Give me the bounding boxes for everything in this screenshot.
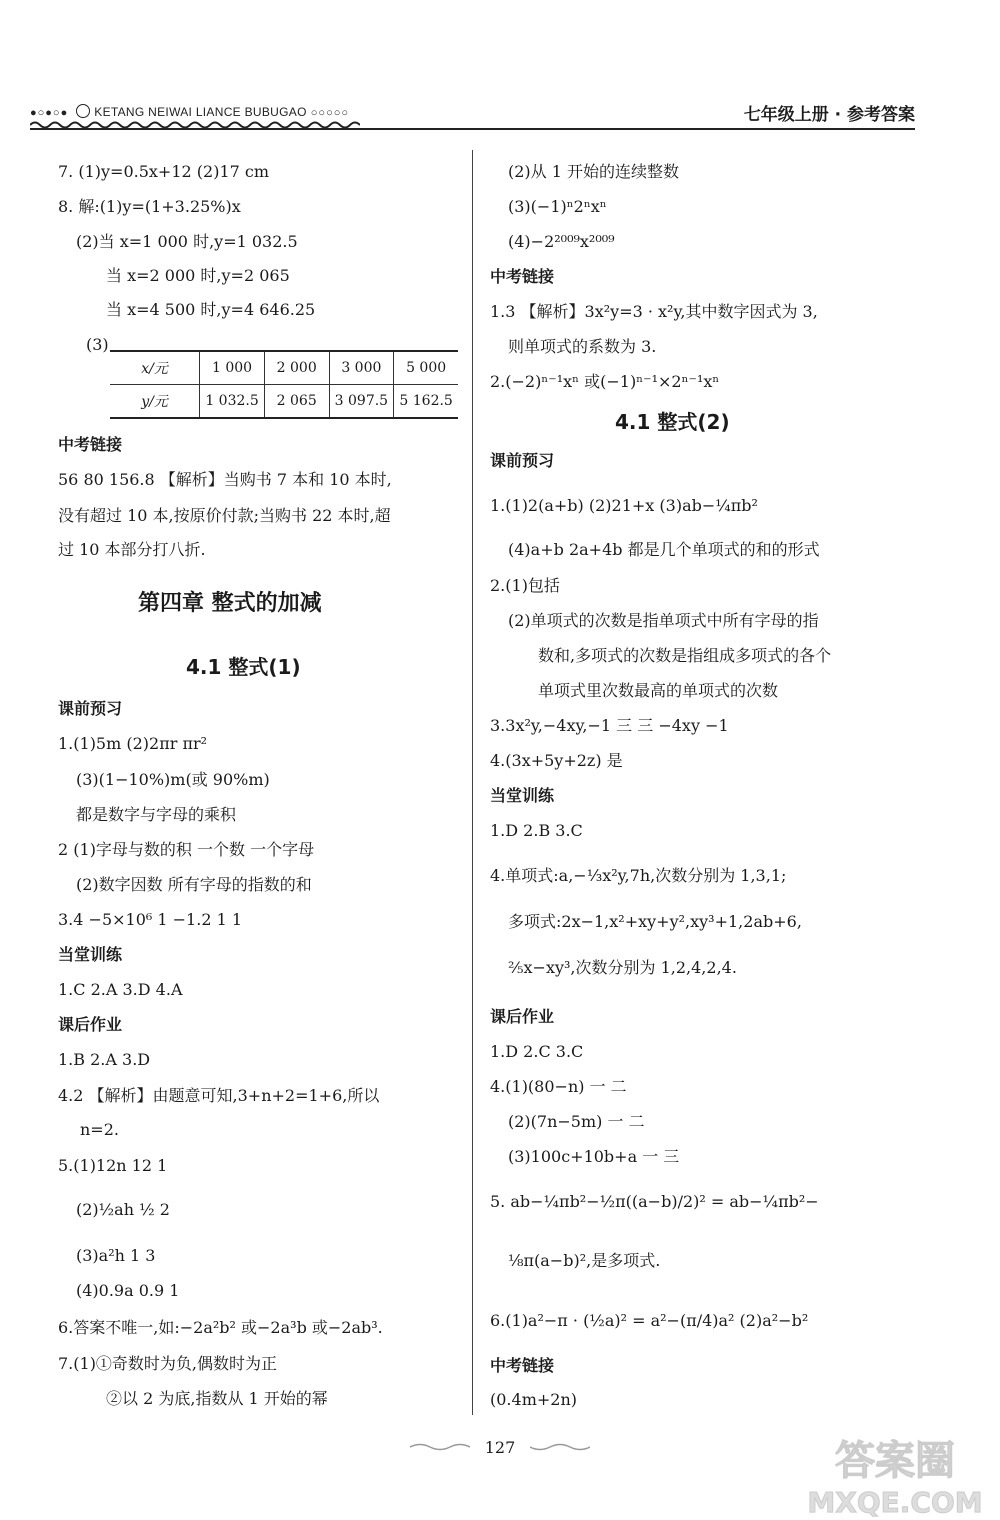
- answer-line: ②以 2 为底,指数从 1 开始的幂: [106, 1389, 328, 1408]
- answer-line: 没有超过 10 本,按原价付款;当购书 22 本时,超: [58, 506, 391, 525]
- chapter-title: 第四章 整式的加减: [138, 591, 322, 616]
- table-row: [110, 385, 458, 419]
- answer-line: 1.(1)2(a+b) (2)21+x (3)ab−¼πb²: [490, 496, 758, 515]
- answer-line: 1.D 2.C 3.C: [490, 1042, 584, 1061]
- answer-line: (4)−2²⁰⁰⁹x²⁰⁰⁹: [508, 232, 615, 251]
- answer-line: 6.(1)a²−π · (½a)² = a²−(π/4)a² (2)a²−b²: [490, 1311, 809, 1330]
- answer-line: 6.答案不唯一,如:−2a²b² 或−2a³b 或−2ab³.: [58, 1318, 383, 1337]
- answer-line: (3)(1−10%)m(或 90%m): [76, 770, 270, 789]
- answer-line: 都是数字与字母的乘积: [76, 805, 237, 824]
- table-header-cell: y/元: [110, 385, 200, 419]
- section-label: 课后作业: [490, 1007, 555, 1026]
- answer-line: (2)½ah ½ 2: [76, 1200, 170, 1219]
- table-cell: 2 000: [264, 351, 329, 385]
- section-label: 中考链接: [58, 435, 123, 454]
- answer-line: (2)数字因数 所有字母的指数的和: [76, 875, 312, 894]
- answer-line: 56 80 156.8 【解析】当购书 7 本和 10 本时,: [58, 470, 392, 489]
- answer-line: 5. ab−¼πb²−½π((a−b)/2)² = ab−¼πb²−: [490, 1192, 819, 1211]
- section-title: 4.1 整式(2): [615, 410, 730, 434]
- header-title: 七年级上册 · 参考答案: [743, 105, 915, 125]
- table-cell: 3 097.5: [329, 385, 394, 419]
- answer-line: n=2.: [80, 1120, 119, 1139]
- footer-ornament-right: [530, 1442, 590, 1452]
- answer-line: (2)从 1 开始的连续整数: [508, 162, 680, 181]
- answer-line: 4.(1)(80−n) 一 二: [490, 1077, 627, 1096]
- table-cell: 1 000: [200, 351, 265, 385]
- answer-line: (2)单项式的次数是指单项式中所有字母的指: [508, 611, 819, 630]
- answer-line: 1.D 2.B 3.C: [490, 821, 583, 840]
- header-rule: [30, 128, 915, 130]
- answer-line: 过 10 本部分打八折.: [58, 540, 206, 559]
- answer-line: 单项式里次数最高的单项式的次数: [538, 681, 779, 700]
- answer-line: 7.(1)①奇数时为负,偶数时为正: [58, 1354, 278, 1373]
- table-cell: 1 032.5: [200, 385, 265, 419]
- answer-line: (0.4m+2n): [490, 1390, 577, 1409]
- answer-line: 当 x=4 500 时,y=4 646.25: [106, 300, 316, 319]
- answer-line: 4.2 【解析】由题意可知,3+n+2=1+6,所以: [58, 1086, 380, 1105]
- column-divider: [472, 150, 473, 1415]
- answer-line: (3)(−1)ⁿ2ⁿxⁿ: [508, 197, 607, 216]
- answer-line: 则单项式的系数为 3.: [508, 337, 657, 356]
- page-header: [30, 100, 915, 134]
- section-label: 当堂训练: [490, 786, 555, 805]
- answer-line: 2 (1)字母与数的积 一个数 一个字母: [58, 840, 315, 859]
- value-table: [110, 350, 458, 419]
- answer-line: (3): [86, 335, 109, 354]
- answer-line: 多项式:2x−1,x²+xy+y²,xy³+1,2ab+6,: [508, 912, 802, 931]
- answer-line: (4)a+b 2a+4b 都是几个单项式的和的形式: [508, 540, 820, 559]
- answer-line: 1.(1)5m (2)2πr πr²: [58, 734, 208, 753]
- table-cell: 2 065: [264, 385, 329, 419]
- answer-line: 2.(−2)ⁿ⁻¹xⁿ 或(−1)ⁿ⁻¹×2ⁿ⁻¹xⁿ: [490, 372, 720, 391]
- answer-line: (3)100c+10b+a 一 三: [508, 1147, 680, 1166]
- answer-line: (3)a²h 1 3: [76, 1246, 156, 1265]
- answer-line: (2)(7n−5m) 一 二: [508, 1112, 645, 1131]
- section-label: 当堂训练: [58, 945, 123, 964]
- answer-line: 1.C 2.A 3.D 4.A: [58, 980, 183, 999]
- answer-line: 1.B 2.A 3.D: [58, 1050, 151, 1069]
- answer-line: 4.单项式:a,−⅓x²y,7h,次数分别为 1,3,1;: [490, 866, 787, 885]
- answer-line: 3.3x²y,−4xy,−1 三 三 −4xy −1: [490, 716, 729, 735]
- section-label: 课前预习: [490, 451, 555, 470]
- answer-line: 当 x=2 000 时,y=2 065: [106, 266, 290, 285]
- section-title: 4.1 整式(1): [186, 655, 301, 679]
- answer-line: (2)当 x=1 000 时,y=1 032.5: [76, 232, 298, 251]
- page-number: 127: [484, 1438, 516, 1457]
- table-header-cell: x/元: [110, 351, 200, 385]
- answer-line: 8. 解:(1)y=(1+3.25%)x: [58, 197, 241, 216]
- answer-line: 2.(1)包括: [490, 576, 560, 595]
- svg-text:答案圈: 答案圈: [835, 1438, 955, 1484]
- series-name: ●○●○● KETANG NEIWAI LIANCE BUBUGAO ○○○○○: [30, 105, 349, 119]
- answer-line: 1.3 【解析】3x²y=3 · x²y,其中数字因式为 3,: [490, 302, 818, 321]
- answer-line: (4)0.9a 0.9 1: [76, 1281, 180, 1300]
- answer-line: 5.(1)12n 12 1: [58, 1156, 168, 1175]
- table-cell: 5 000: [394, 351, 458, 385]
- logo-icon: [76, 104, 90, 118]
- answer-line: ⅛π(a−b)²,是多项式.: [508, 1251, 661, 1270]
- table-row: [110, 351, 458, 385]
- answer-line: 3.4 −5×10⁶ 1 −1.2 1 1: [58, 910, 243, 929]
- table-cell: 5 162.5: [394, 385, 458, 419]
- watermark-logo: [800, 1430, 990, 1520]
- section-label: 中考链接: [490, 267, 555, 286]
- answer-line: 7. (1)y=0.5x+12 (2)17 cm: [58, 162, 270, 181]
- answer-line: 4.(3x+5y+2z) 是: [490, 751, 623, 770]
- section-label: 中考链接: [490, 1356, 555, 1375]
- section-label: 课后作业: [58, 1015, 123, 1034]
- section-label: 课前预习: [58, 699, 123, 718]
- table-cell: 3 000: [329, 351, 394, 385]
- svg-text:MXQE.COM: MXQE.COM: [807, 1486, 983, 1519]
- answer-line: ⅖x−xy³,次数分别为 1,2,4,2,4.: [508, 958, 737, 977]
- answer-line: 数和,多项式的次数是指组成多项式的各个: [538, 646, 832, 665]
